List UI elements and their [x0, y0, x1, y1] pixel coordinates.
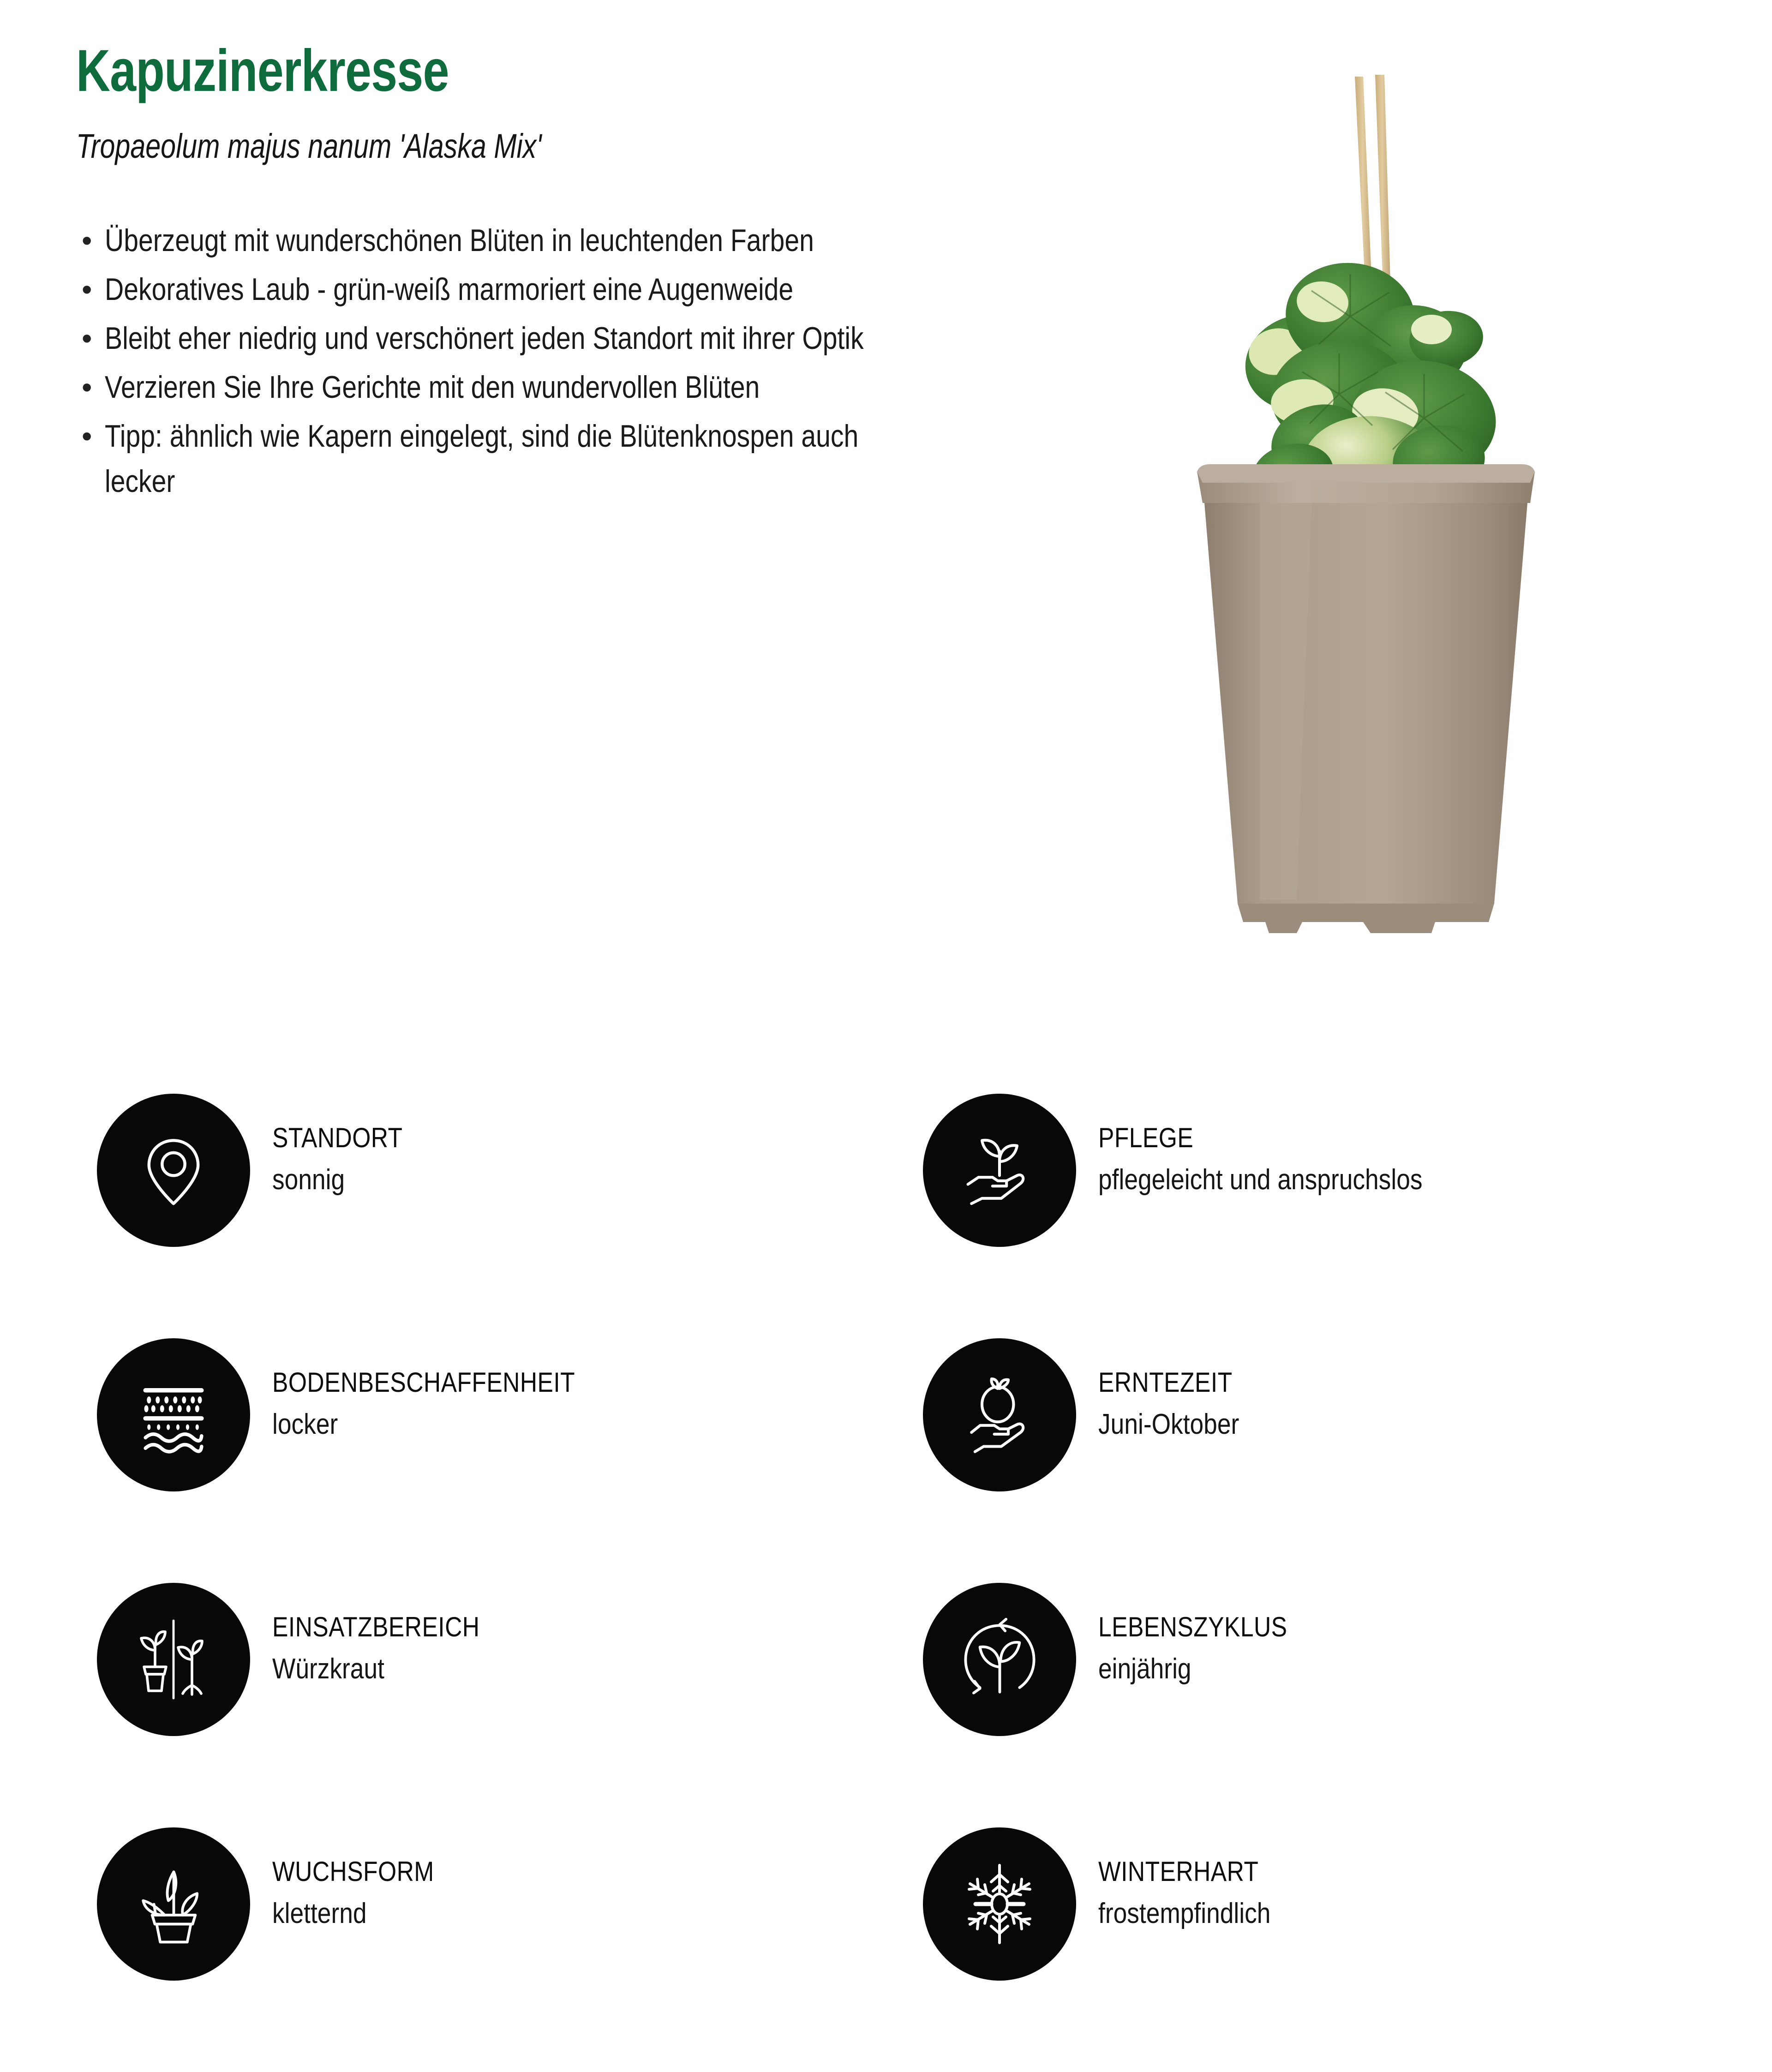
snowflake-icon [923, 1827, 1076, 1981]
bullet-icon: • [82, 322, 92, 355]
attribute-text [1098, 1827, 1299, 1928]
attribute-text [1098, 1338, 1262, 1439]
attribute-standort [97, 1094, 923, 1338]
attribute-bodenbeschaffenheit [97, 1338, 923, 1583]
attribute-label: LEBENSZYKLUS [1098, 1611, 1287, 1642]
attribute-grid [0, 1094, 1772, 2072]
attribute-text [1098, 1583, 1318, 1683]
list-item [76, 365, 1036, 410]
attribute-einsatzbereich [97, 1583, 923, 1827]
attribute-text [272, 1827, 461, 1928]
attribute-text [1098, 1094, 1475, 1194]
location-pin-icon [97, 1094, 250, 1247]
product-header-section [0, 0, 1772, 1006]
attribute-label: BODENBESCHAFFENHEIT [272, 1367, 575, 1398]
text-column [76, 38, 1036, 508]
attribute-value: Juni-Oktober [1098, 1408, 1239, 1440]
attribute-text [272, 1094, 424, 1194]
attribute-erntezeit [923, 1338, 1772, 1583]
feature-text: Dekoratives Laub - grün-weiß marmoriert eine Augenweide [105, 272, 794, 307]
attribute-label: PFLEGE [1098, 1122, 1194, 1153]
list-item [76, 413, 1036, 504]
hand-with-sprout-icon [923, 1094, 1076, 1247]
feature-text: Verzieren Sie Ihre Gerichte mit den wundervollen Blüten [105, 370, 760, 405]
page-title: Kapuzinerkresse [76, 38, 449, 104]
list-item [76, 316, 1036, 361]
attribute-label: ERNTEZEIT [1098, 1367, 1233, 1398]
bullet-icon: • [82, 419, 92, 453]
feature-text: Bleibt eher niedrig und verschönert jeden Standort mit ihrer Optik [105, 321, 864, 356]
attribute-value: kletternd [272, 1898, 367, 1929]
attribute-label: WUCHSFORM [272, 1856, 434, 1887]
attribute-value: sonnig [272, 1164, 345, 1196]
bullet-icon: • [82, 224, 92, 257]
plant-pot [1197, 464, 1535, 933]
potted-plant-icon [97, 1827, 250, 1981]
feature-list [76, 218, 1036, 504]
hand-with-fruit-icon [923, 1338, 1076, 1491]
attribute-wuchsform [97, 1827, 923, 2072]
plant-product-photo [1121, 69, 1610, 974]
feature-text: Tipp: ähnlich wie Kapern eingelegt, sind die Blütenknospen auch lecker [105, 419, 859, 499]
attribute-label: WINTERHART [1098, 1856, 1259, 1887]
attribute-text [272, 1583, 514, 1683]
attribute-value: einjährig [1098, 1653, 1191, 1685]
life-cycle-arrows-icon [923, 1583, 1076, 1736]
list-item [76, 218, 1036, 263]
attribute-text [272, 1338, 624, 1439]
attribute-value: locker [272, 1408, 338, 1440]
attribute-label: STANDORT [272, 1122, 403, 1153]
attribute-label: EINSATZBEREICH [272, 1611, 480, 1642]
list-item [76, 267, 1036, 312]
attribute-pflege [923, 1094, 1772, 1338]
attribute-lebenszyklus [923, 1583, 1772, 1827]
attribute-winterhart [923, 1827, 1772, 2072]
feature-text: Überzeugt mit wunderschönen Blüten in leuchtenden Farben [105, 223, 814, 258]
potted-and-outdoor-plant-icon [97, 1583, 250, 1736]
attribute-value: Würzkraut [272, 1653, 384, 1685]
attribute-value: frostempfindlich [1098, 1898, 1271, 1929]
bullet-icon: • [82, 371, 92, 404]
bullet-icon: • [82, 273, 92, 306]
botanical-name: Tropaeolum majus nanum 'Alaska Mix' [76, 127, 542, 165]
attribute-value: pflegeleicht und anspruchslos [1098, 1164, 1423, 1196]
soil-layers-icon [97, 1338, 250, 1491]
